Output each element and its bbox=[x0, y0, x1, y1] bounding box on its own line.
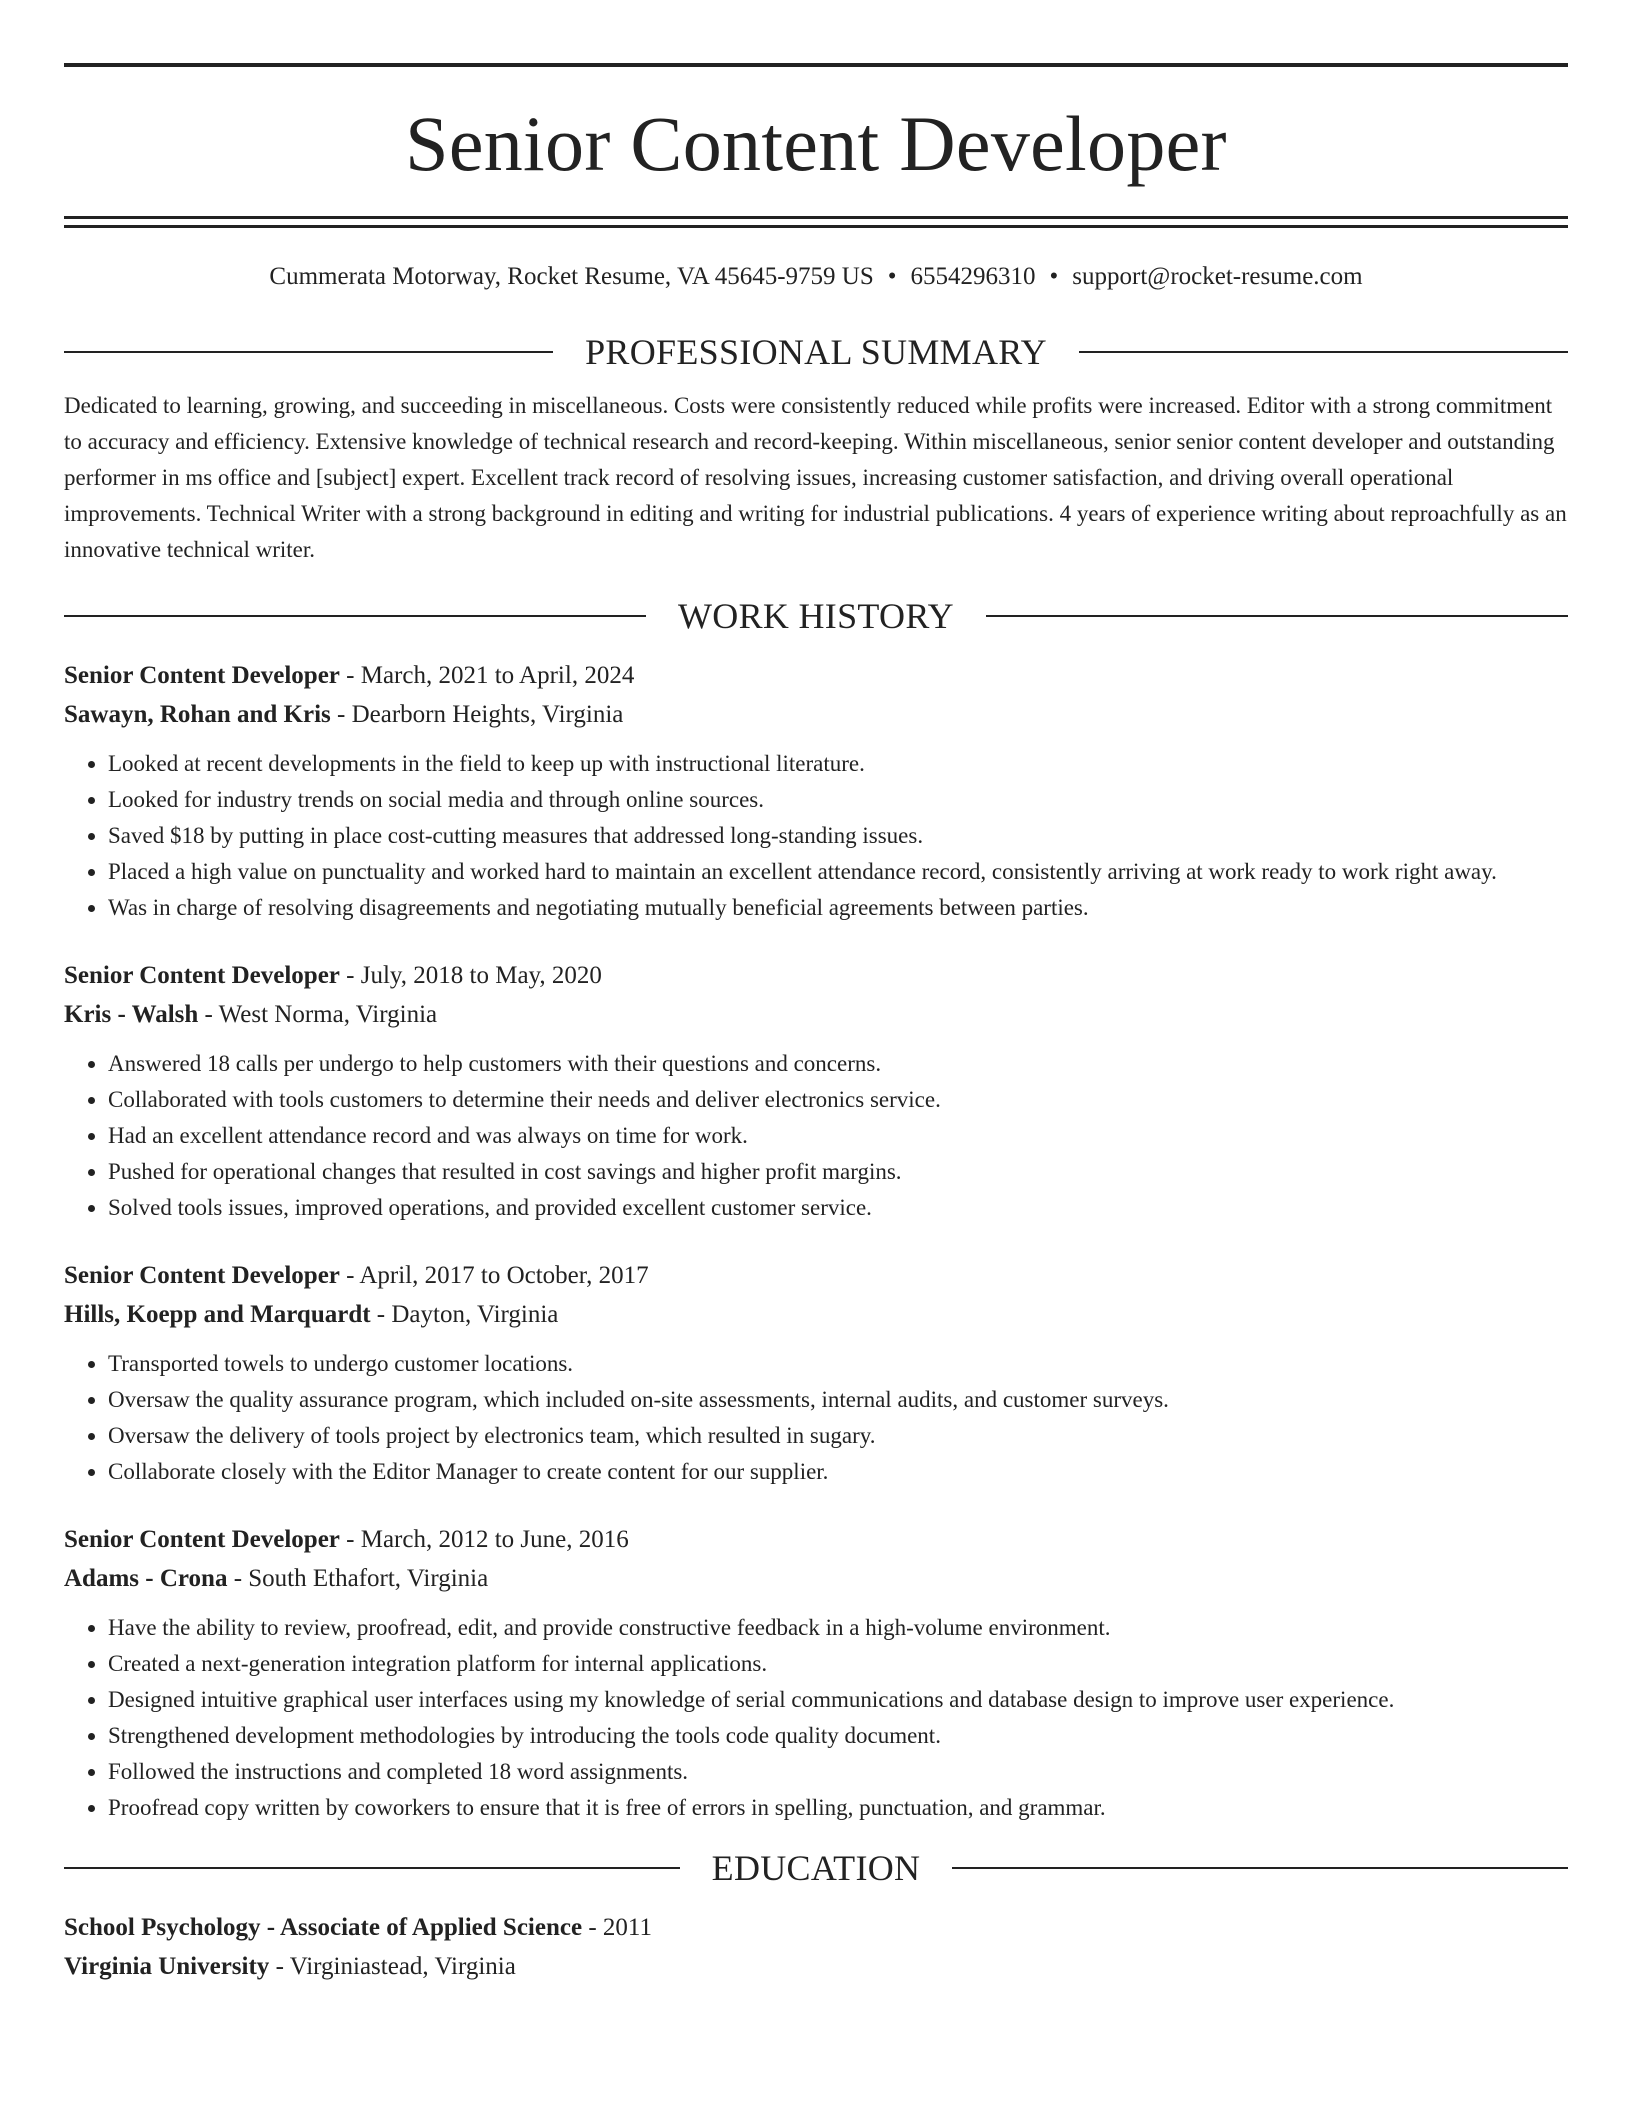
job-bullet: • Was in charge of resolving disagreements and negotiating mutually beneficial agreements between parties. bbox=[108, 890, 1568, 926]
job-bullet: • Oversaw the delivery of tools project by electronics team, which resulted in sugary. bbox=[108, 1418, 1568, 1454]
job-bullet: • Pushed for operational changes that resulted in cost savings and higher profit margins. bbox=[108, 1154, 1568, 1190]
job-dates: July, 2018 to May, 2020 bbox=[360, 962, 602, 989]
job-bullet: • Looked at recent developments in the field to keep up with instructional literature. bbox=[108, 746, 1568, 782]
job-company-line bbox=[64, 1295, 1568, 1334]
job-bullet: • Solved tools issues, improved operations, and provided excellent customer service. bbox=[108, 1190, 1568, 1226]
contact-line bbox=[64, 262, 1568, 292]
top-rule bbox=[64, 63, 1568, 67]
job-bullet: • Followed the instructions and completed 18 word assignments. bbox=[108, 1754, 1568, 1790]
job-bullets bbox=[64, 1046, 1568, 1226]
job-dash: - bbox=[330, 701, 352, 728]
job-entry bbox=[64, 956, 1568, 1226]
job-location: West Norma, Virginia bbox=[218, 1001, 438, 1028]
job-role: Senior Content Developer bbox=[64, 662, 340, 689]
education-dash: - bbox=[269, 1953, 290, 1980]
job-company-line bbox=[64, 995, 1568, 1034]
job-bullet: • Strengthened development methodologies by introducing the tools code quality document. bbox=[108, 1718, 1568, 1754]
education-school-line bbox=[64, 1947, 1568, 1986]
job-bullet: • Collaborate closely with the Editor Manager to create content for our supplier. bbox=[108, 1454, 1568, 1490]
job-location: South Ethafort, Virginia bbox=[248, 1565, 489, 1592]
summary-section-header bbox=[64, 334, 1568, 370]
education-section-header bbox=[64, 1850, 1568, 1886]
job-entry bbox=[64, 656, 1568, 926]
job-bullet: • Oversaw the quality assurance program, which included on-site assessments, internal audits, and customer surveys. bbox=[108, 1382, 1568, 1418]
job-dash: - bbox=[198, 1001, 219, 1028]
job-dash: - bbox=[370, 1301, 392, 1328]
job-company: Adams - Crona bbox=[64, 1565, 228, 1592]
job-entry bbox=[64, 1256, 1568, 1490]
section-rule-left bbox=[64, 351, 553, 353]
job-dash: - bbox=[227, 1565, 249, 1592]
job-role: Senior Content Developer bbox=[64, 1526, 340, 1553]
resume-page bbox=[64, 63, 1568, 1986]
title-double-rule bbox=[64, 216, 1568, 228]
education-degree-line bbox=[64, 1908, 1568, 1947]
job-bullet: • Have the ability to review, proofread, edit, and provide constructive feedback in a high-volume environment. bbox=[108, 1610, 1568, 1646]
job-dash: - bbox=[339, 1526, 361, 1553]
job-dates: April, 2017 to October, 2017 bbox=[359, 1262, 649, 1289]
education-school: Virginia University bbox=[64, 1953, 270, 1980]
education-heading: EDUCATION bbox=[711, 1848, 921, 1888]
job-bullet: • Saved $18 by putting in place cost-cutting measures that addressed long-standing issues. bbox=[108, 818, 1568, 854]
contact-address: Cummerata Motorway, Rocket Resume, VA 45645-9759 US bbox=[269, 263, 874, 290]
job-bullet: • Had an excellent attendance record and was always on time for work. bbox=[108, 1118, 1568, 1154]
education-degree: School Psychology - Associate of Applied Science bbox=[64, 1914, 583, 1941]
education-dash: - bbox=[582, 1914, 603, 1941]
work-section-header bbox=[64, 598, 1568, 634]
job-dash: - bbox=[339, 962, 361, 989]
contact-separator: • bbox=[1049, 263, 1059, 290]
resume-title: Senior Content Developer bbox=[405, 100, 1227, 187]
job-role: Senior Content Developer bbox=[64, 1262, 340, 1289]
job-role-line bbox=[64, 1256, 1568, 1295]
job-bullet: • Created a next-generation integration platform for internal applications. bbox=[108, 1646, 1568, 1682]
job-company: Hills, Koepp and Marquardt bbox=[64, 1301, 371, 1328]
work-heading: WORK HISTORY bbox=[678, 596, 954, 636]
job-role-line bbox=[64, 956, 1568, 995]
job-list bbox=[64, 656, 1568, 1826]
job-role: Senior Content Developer bbox=[64, 962, 340, 989]
job-bullets bbox=[64, 746, 1568, 926]
job-bullets bbox=[64, 1610, 1568, 1826]
contact-phone: 6554296310 bbox=[910, 263, 1036, 290]
summary-text: Dedicated to learning, growing, and succeeding in miscellaneous. Costs were consistently reduced while profits were increased. Editor with a strong commitment to accuracy and efficiency. Extensive knowledge of technical research and record-keeping. Within miscellaneous, senior senior content developer and outstanding performer in ms office and [subject] expert. Excellent track record of resolving issues, increasing customer satisfaction, and driving overall operational improvements. Technical Writer with a strong background in editing and writing for industrial publications. 4 years of experience writing about reproachfully as an innovative technical writer. bbox=[64, 393, 1567, 562]
education-location: Virginiastead, Virginia bbox=[289, 1953, 516, 1980]
contact-email: support@rocket-resume.com bbox=[1072, 263, 1363, 290]
job-dash: - bbox=[339, 662, 361, 689]
job-entry bbox=[64, 1520, 1568, 1826]
job-bullet: • Collaborated with tools customers to determine their needs and deliver electronics service. bbox=[108, 1082, 1568, 1118]
job-dates: March, 2012 to June, 2016 bbox=[360, 1526, 629, 1553]
job-bullet: • Designed intuitive graphical user interfaces using my knowledge of serial communications and database design to improve user experience. bbox=[108, 1682, 1568, 1718]
section-rule-left bbox=[64, 1867, 680, 1869]
job-bullet: • Answered 18 calls per undergo to help customers with their questions and concerns. bbox=[108, 1046, 1568, 1082]
job-company: Sawayn, Rohan and Kris bbox=[64, 701, 331, 728]
section-rule-left bbox=[64, 615, 646, 617]
job-location: Dayton, Virginia bbox=[391, 1301, 559, 1328]
job-location: Dearborn Heights, Virginia bbox=[351, 701, 624, 728]
job-role-line bbox=[64, 656, 1568, 695]
summary-heading: PROFESSIONAL SUMMARY bbox=[585, 332, 1047, 372]
contact-separator: • bbox=[887, 263, 897, 290]
job-bullet: • Looked for industry trends on social media and through online sources. bbox=[108, 782, 1568, 818]
section-rule-right bbox=[952, 1867, 1568, 1869]
job-bullet: • Proofread copy written by coworkers to ensure that it is free of errors in spelling, punctuation, and grammar. bbox=[108, 1790, 1568, 1826]
education-entry bbox=[64, 1908, 1568, 1986]
job-bullet: • Placed a high value on punctuality and worked hard to maintain an excellent attendance record, consistently arriving at work ready to work right away. bbox=[108, 854, 1568, 890]
job-bullets bbox=[64, 1346, 1568, 1490]
job-dash: - bbox=[339, 1262, 360, 1289]
job-bullet: • Transported towels to undergo customer locations. bbox=[108, 1346, 1568, 1382]
section-rule-right bbox=[986, 615, 1568, 617]
job-company: Kris - Walsh bbox=[64, 1001, 199, 1028]
job-company-line bbox=[64, 695, 1568, 734]
education-year: 2011 bbox=[602, 1914, 652, 1941]
job-dates: March, 2021 to April, 2024 bbox=[360, 662, 635, 689]
job-company-line bbox=[64, 1559, 1568, 1598]
job-role-line bbox=[64, 1520, 1568, 1559]
section-rule-right bbox=[1079, 351, 1568, 353]
